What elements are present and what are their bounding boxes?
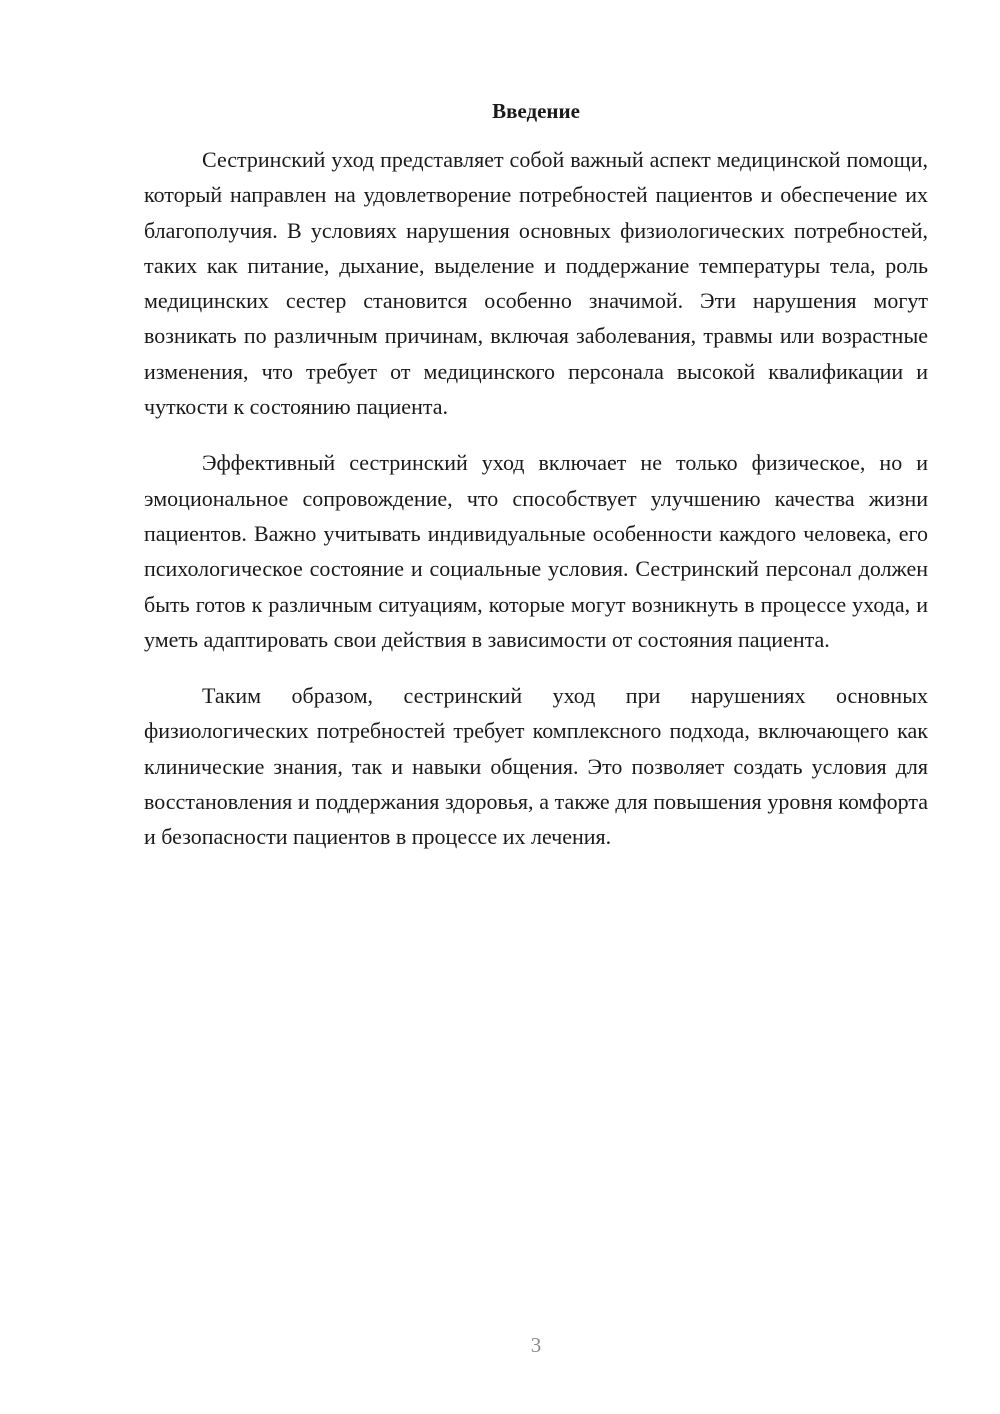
paragraph-3: Таким образом, сестринский уход при нарушениях основных физиологических потребностей требует комплексного подхода, включающего как клинические знания, так и навыки общения. Это позволяет создать условия для восстановления и поддержания здоровья, а также для повышения уровня комфорта и безопасности пациентов в процессе их лечения.	[144, 683, 928, 850]
paragraph-2: Эффективный сестринский уход включает не только физическое, но и эмоциональное сопровождение, что способствует улучшению качества жизни пациентов. Важно учитывать индивидуальные особенности каждого человека, его психологическое состояние и социальные условия. Сестринский персонал должен быть готов к различным ситуациям, которые могут возникнуть в процессе ухода, и уметь адаптировать свои действия в зависимости от состояния пациента.	[144, 450, 928, 652]
body-text	[144, 142, 928, 876]
paragraph-1: Сестринский уход представляет собой важный аспект медицинской помощи, который направлен на удовлетворение потребностей пациентов и обеспечение их благополучия. В условиях нарушения основных физиологических потребностей, таких как питание, дыхание, выделение и поддержание температуры тела, роль медицинских сестер становится особенно значимой. Эти нарушения могут возникать по различным причинам, включая заболевания, травмы или возрастные изменения, что требует от медицинского персонала высокой квалификации и чуткости к состоянию пациента.	[144, 147, 928, 420]
page-number: 3	[530, 1333, 542, 1357]
page-title: Введение	[492, 99, 580, 123]
